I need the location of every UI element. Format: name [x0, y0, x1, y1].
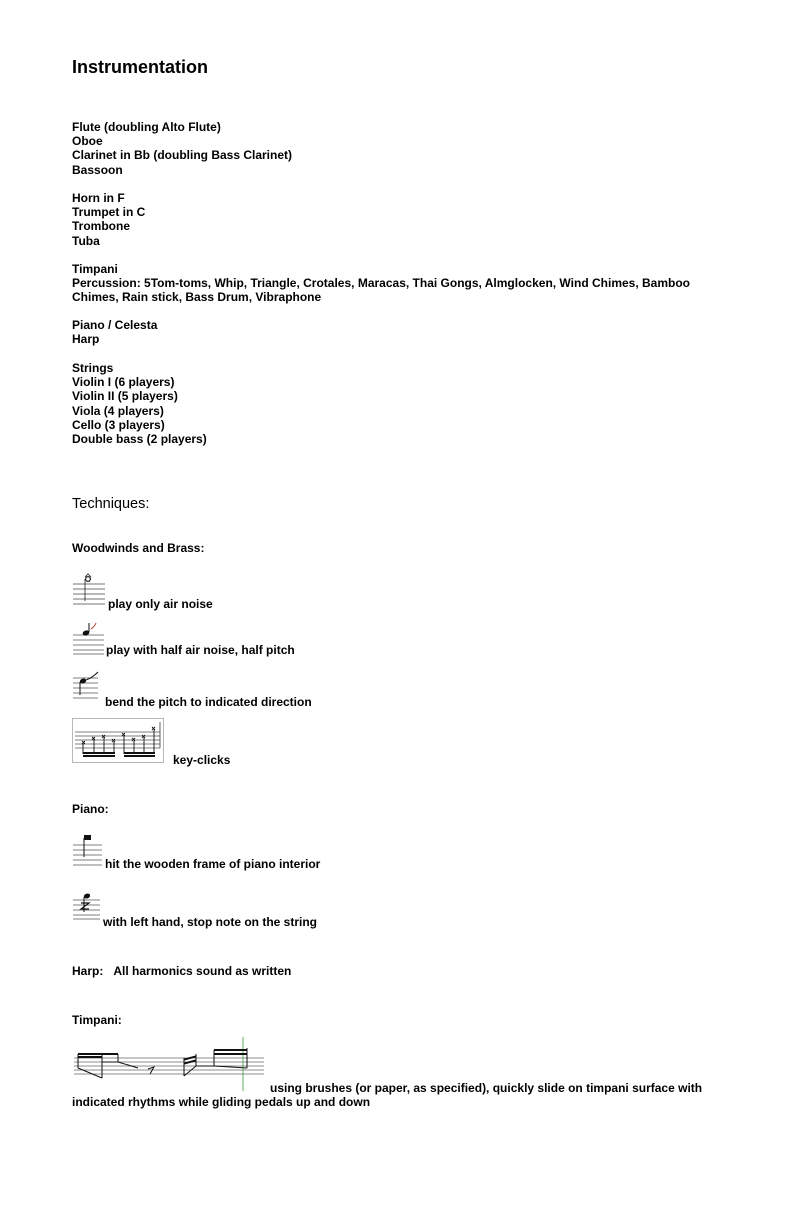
- air-noise-notation-icon: [72, 573, 108, 607]
- instrument-line: Oboe: [72, 134, 103, 149]
- piano-heading: Piano:: [72, 802, 109, 816]
- wooden-frame-hit-notation-icon: [72, 832, 104, 870]
- instrument-line: Violin I (6 players): [72, 375, 175, 390]
- instrument-line: Viola (4 players): [72, 403, 164, 418]
- stopped-string-notation-icon: [72, 890, 104, 922]
- woodwinds-list: [72, 120, 712, 177]
- harp-heading: Harp:: [72, 964, 104, 978]
- instrument-line: Timpani: [72, 262, 118, 276]
- harp-text: All harmonics sound as written: [113, 964, 292, 978]
- instrument-line: Piano / Celesta: [72, 318, 158, 332]
- techniques-heading: Techniques:: [72, 496, 150, 512]
- page-title: Instrumentation: [72, 57, 209, 77]
- technique-text: hit the wooden frame of piano interior: [105, 857, 321, 871]
- instrument-line: Percussion: 5Tom-toms, Whip, Triangle, Crotales, Maracas, Thai Gongs, Almglocken, Wind Chimes, Bamboo Chimes, Rain stick, Bass Drum, Vibraphone: [72, 276, 690, 305]
- timpani-technique-text: using brushes (or paper, as specified), quickly slide on timpani surface with indicated rhythms while gliding pedals up and down: [72, 1081, 703, 1110]
- key-clicks-notation-icon: [72, 718, 166, 764]
- strings-list: [72, 361, 712, 446]
- instrument-line: Double bass (2 players): [72, 432, 207, 447]
- instrument-line: Bassoon: [72, 162, 123, 177]
- technique-text: bend the pitch to indicated direction: [105, 695, 312, 709]
- percussion-list: [72, 262, 712, 305]
- instrument-line: Trombone: [72, 219, 131, 234]
- woodwinds-brass-heading: Woodwinds and Brass:: [72, 541, 205, 555]
- keyboard-list: [72, 318, 712, 346]
- instrument-line: Violin II (5 players): [72, 389, 178, 404]
- timpani-heading: Timpani:: [72, 1013, 122, 1027]
- brass-list: [72, 191, 712, 248]
- technique-text: play only air noise: [108, 597, 213, 611]
- technique-text: with left hand, stop note on the string: [103, 915, 317, 929]
- instrument-line: Trumpet in C: [72, 205, 146, 220]
- instrument-line: Horn in F: [72, 191, 125, 205]
- technique-text: key-clicks: [173, 753, 231, 767]
- instrument-line: Harp: [72, 332, 100, 347]
- instrument-line: Strings: [72, 361, 114, 375]
- technique-text: play with half air noise, half pitch: [106, 643, 295, 657]
- instrument-line: Cello (3 players): [72, 417, 165, 432]
- instrument-line: Tuba: [72, 233, 100, 248]
- half-air-noise-notation-icon: [72, 621, 106, 655]
- instrument-line: Flute (doubling Alto Flute): [72, 120, 221, 134]
- harp-note: [72, 964, 291, 978]
- instrument-line: Clarinet in Bb (doubling Bass Clarinet): [72, 148, 293, 163]
- pitch-bend-notation-icon: [72, 671, 104, 701]
